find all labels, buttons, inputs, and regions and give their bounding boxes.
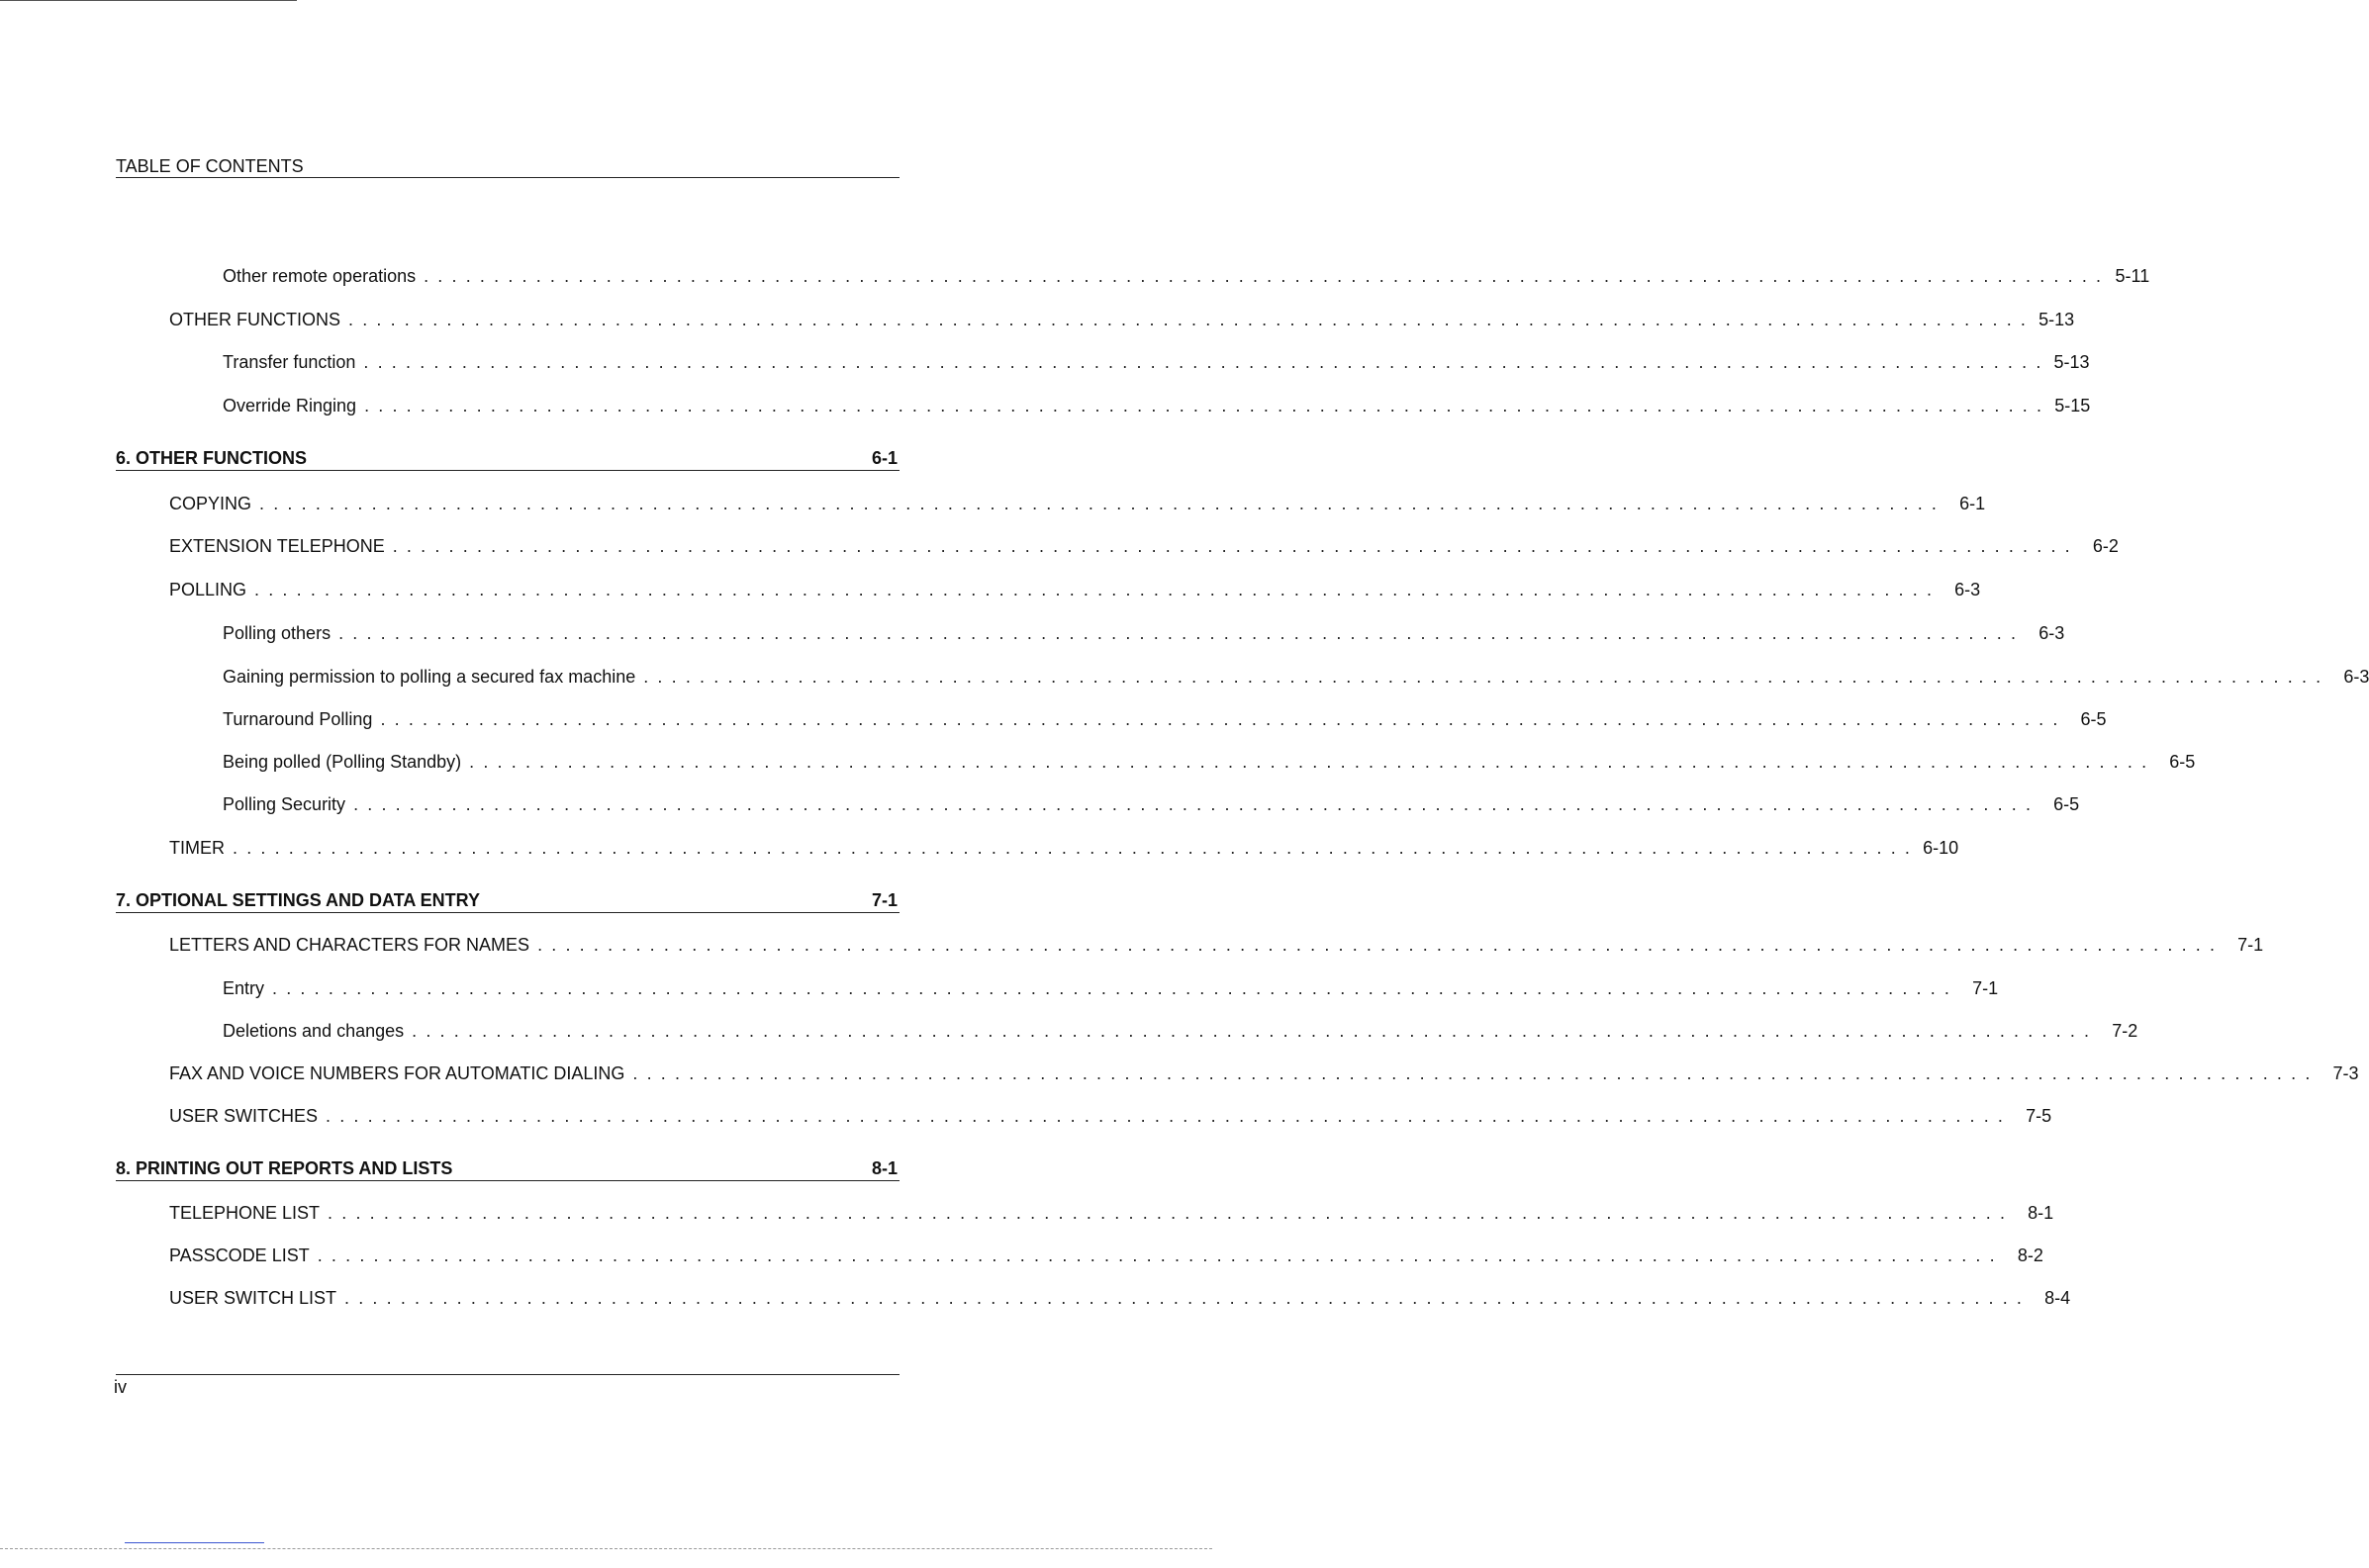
toc-entry-page: 6-5: [2169, 752, 2196, 772]
toc-entry-page: 8-4: [2044, 1288, 2071, 1308]
toc-entry-page: 8-1: [2028, 1203, 2054, 1223]
toc-entry-page: 7-3: [2332, 1063, 2359, 1083]
dot-leader: ........................................................................................................................: [364, 396, 2051, 415]
chapter-heading-page: 6-1: [871, 448, 898, 468]
toc-entry[interactable]: [223, 350, 2090, 374]
toc-entry-page: 6-3: [2038, 623, 2065, 643]
toc-entry-page: 6-5: [2080, 709, 2107, 729]
dot-leader: ........................................................................................................................: [363, 352, 2050, 372]
top-rule: [0, 0, 297, 1]
toc-entry-label: OTHER FUNCTIONS: [169, 310, 340, 329]
toc-entry-page: 5-13: [2053, 352, 2090, 372]
toc-entry-page: 7-5: [2026, 1106, 2052, 1126]
chapter-heading-label: 6. OTHER FUNCTIONS: [116, 448, 308, 468]
toc-entry-label: Other remote operations: [223, 266, 417, 286]
toc-entry[interactable]: [223, 665, 2369, 689]
toc-entry[interactable]: [169, 578, 1981, 601]
toc-entry-page: 6-3: [2343, 667, 2369, 687]
dot-leader: ........................................................................................................................: [272, 978, 1959, 998]
dot-leader: ........................................................................................................................: [424, 266, 2111, 286]
chapter-heading[interactable]: [116, 1156, 900, 1181]
chapter-heading-page: 7-1: [871, 890, 898, 910]
toc-entry-page: 6-2: [2092, 536, 2119, 556]
toc-entry-page: 6-10: [1923, 838, 1959, 858]
toc-entry[interactable]: [169, 534, 2119, 558]
dot-leader: ........................................................................................................................: [348, 310, 2036, 329]
dot-leader: ........................................................................................................................: [412, 1021, 2099, 1041]
dot-leader: ........................................................................................................................: [537, 935, 2225, 955]
scan-edge-mark: [125, 1542, 264, 1543]
toc-entry-label: TIMER: [169, 838, 225, 858]
toc-entry-label: COPYING: [169, 494, 252, 513]
toc-entry[interactable]: [223, 621, 2065, 645]
chapter-heading[interactable]: [116, 888, 900, 913]
toc-entry[interactable]: [223, 707, 2107, 731]
toc-entry-label: TELEPHONE LIST: [169, 1203, 321, 1223]
toc-entry-label: Entry: [223, 978, 265, 998]
toc-entry-label: USER SWITCHES: [169, 1106, 319, 1126]
toc-entry-label: PASSCODE LIST: [169, 1245, 310, 1265]
toc-entry-label: Transfer function: [223, 352, 356, 372]
dot-leader: ........................................................................................................................: [469, 752, 2156, 772]
dot-leader: ........................................................................................................................: [233, 838, 1920, 858]
toc-entry[interactable]: [169, 933, 2264, 957]
toc-entry[interactable]: [223, 1019, 2138, 1043]
dot-leader: ........................................................................................................................: [353, 794, 2040, 814]
toc-entry[interactable]: [169, 836, 1959, 860]
dot-leader: ........................................................................................................................: [326, 1106, 2013, 1126]
toc-entry[interactable]: [169, 308, 2075, 331]
toc-entry-page: 6-1: [1959, 494, 1986, 513]
dot-leader: ........................................................................................................................: [643, 667, 2330, 687]
toc-entry-label: USER SWITCH LIST: [169, 1288, 337, 1308]
toc-entry-label: Polling others: [223, 623, 332, 643]
chapter-heading-page: 8-1: [871, 1158, 898, 1178]
toc-entry-page: 5-11: [2115, 266, 2150, 286]
toc-entry[interactable]: [169, 1201, 2054, 1225]
dot-leader: ........................................................................................................................: [259, 494, 1946, 513]
toc-entry-page: 5-13: [2038, 310, 2075, 329]
toc-entry-label: LETTERS AND CHARACTERS FOR NAMES: [169, 935, 530, 955]
toc-entry[interactable]: [169, 1286, 2071, 1310]
dot-leader: ........................................................................................................................: [317, 1245, 2004, 1265]
toc-entry-label: Override Ringing: [223, 396, 357, 415]
toc-entry-page: 7-1: [2237, 935, 2264, 955]
toc-entry-page: 6-3: [1954, 580, 1981, 600]
toc-entry[interactable]: [223, 264, 2150, 288]
toc-entry-page: 7-2: [2112, 1021, 2138, 1041]
dot-leader: ........................................................................................................................: [338, 623, 2026, 643]
toc-entry[interactable]: [223, 976, 1999, 1000]
toc-entry-label: Turnaround Polling: [223, 709, 373, 729]
toc-entry[interactable]: [169, 1061, 2359, 1085]
toc-entry-page: 7-1: [1972, 978, 1999, 998]
running-header: TABLE OF CONTENTS: [116, 155, 900, 178]
toc-entry[interactable]: [169, 1244, 2043, 1267]
dot-leader: ........................................................................................................................: [328, 1203, 2015, 1223]
dot-leader: ........................................................................................................................: [392, 536, 2079, 556]
dot-leader: ........................................................................................................................: [380, 709, 2067, 729]
toc-entry-label: Gaining permission to polling a secured fax machine: [223, 667, 636, 687]
toc-entry-label: Polling Security: [223, 794, 346, 814]
toc-entry-page: 5-15: [2054, 396, 2091, 415]
toc-entry-label: Deletions and changes: [223, 1021, 405, 1041]
toc-entry-page: 6-5: [2053, 794, 2080, 814]
toc-entry[interactable]: [223, 394, 2091, 417]
chapter-heading-label: 8. PRINTING OUT REPORTS AND LISTS: [116, 1158, 453, 1178]
chapter-heading[interactable]: [116, 446, 900, 471]
page-number: iv: [114, 1377, 127, 1397]
toc-entry[interactable]: [223, 792, 2080, 816]
dot-leader: ........................................................................................................................: [254, 580, 1942, 600]
toc-entry-page: 8-2: [2017, 1245, 2043, 1265]
toc-entry-label: POLLING: [169, 580, 247, 600]
toc-entry[interactable]: [169, 1104, 2052, 1128]
chapter-heading-label: 7. OPTIONAL SETTINGS AND DATA ENTRY: [116, 890, 481, 910]
toc-entry-label: Being polled (Polling Standby): [223, 752, 462, 772]
dot-leader: ........................................................................................................................: [632, 1063, 2320, 1083]
bottom-rule: [116, 1374, 900, 1375]
dot-leader: ........................................................................................................................: [344, 1288, 2032, 1308]
toc-entry[interactable]: [169, 492, 1986, 515]
toc-entry-label: FAX AND VOICE NUMBERS FOR AUTOMATIC DIALING: [169, 1063, 625, 1083]
toc-entry-label: EXTENSION TELEPHONE: [169, 536, 385, 556]
toc-entry[interactable]: [223, 750, 2196, 774]
scan-edge-rule: [0, 1548, 1212, 1549]
